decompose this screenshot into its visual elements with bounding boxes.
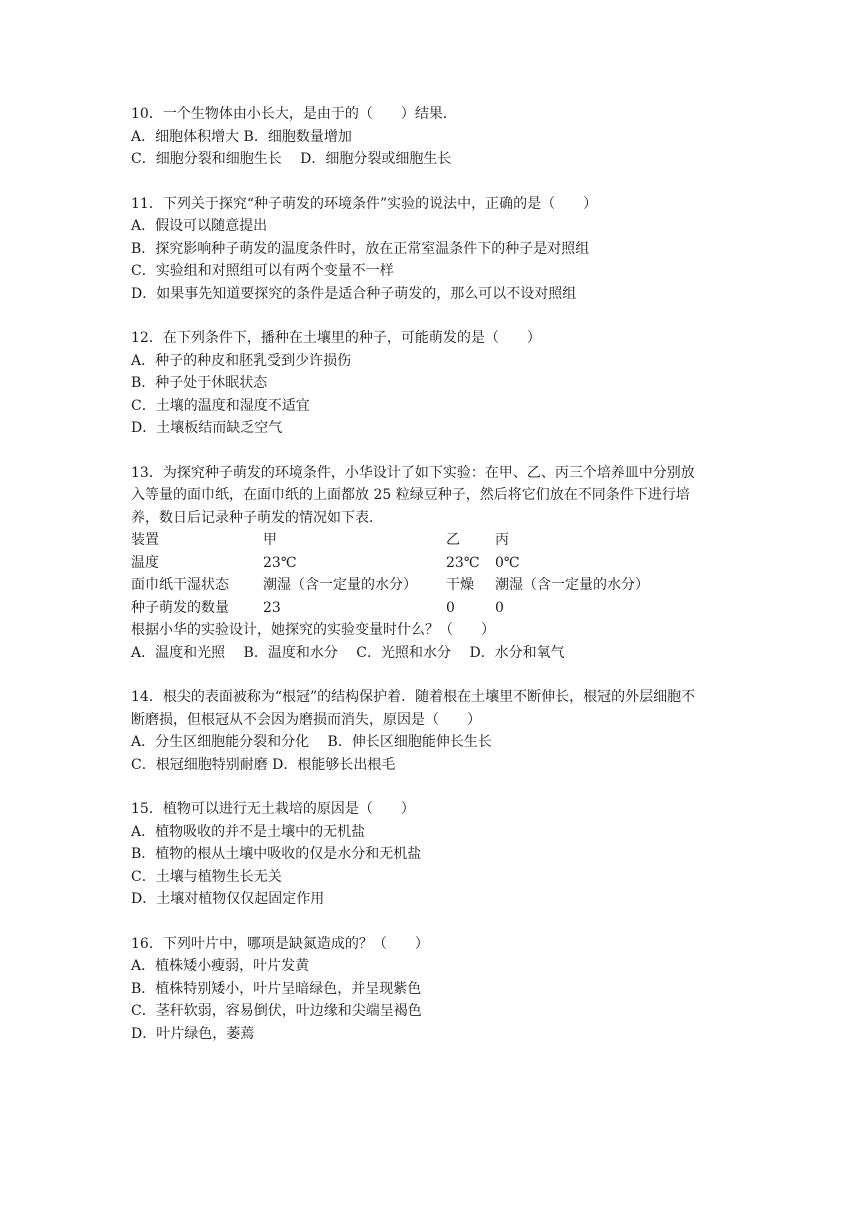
option-line: C．茎秆软弱，容易倒伏，叶边缘和尖端呈褐色 [131, 1003, 422, 1019]
question-16 [131, 933, 741, 1046]
question-stem: 11．下列关于探究“种子萌发的环境条件”实验的说法中，正确的是（ ） [131, 195, 598, 212]
table-cell: 23℃ [263, 554, 297, 571]
table-row [131, 529, 741, 552]
option-line: D．叶片绿色，萎蔫 [131, 1025, 255, 1042]
option-line: C．细胞分裂和细胞生长 D．细胞分裂或细胞生长 [131, 151, 452, 167]
table-row [131, 597, 741, 620]
option-line: D．土壤对植物仅仅起固定作用 [131, 891, 325, 907]
question-stem: 13．为探究种子萌发的环境条件，小华设计了如下实验：在甲、乙、丙三个培养皿中分别放 [131, 464, 695, 481]
question-stem: 14．根尖的表面被称为“根冠”的结构保护着．随着根在土壤里不断伸长，根冠的外层细胞不 [131, 689, 696, 705]
question-stem: 12．在下列条件下，播种在土壤里的种子，可能萌发的是（ ） [131, 330, 541, 346]
option-line: B．探究影响种子萌发的温度条件时，放在正常室温条件下的种子是对照组 [131, 240, 590, 257]
table-cell: 潮湿（含一定量的水分） [263, 577, 417, 593]
option-line: A．分生区细胞能分裂和分化 B．伸长区细胞能伸长生长 [131, 734, 492, 750]
question-10 [131, 103, 741, 171]
option-line: A．温度和光照 B．温度和水分 C．光照和水分 D．水分和氧气 [131, 644, 565, 661]
question-stem: 16．下列叶片中，哪项是缺氮造成的？（ ） [131, 935, 429, 952]
question-prompt: 根据小华的实验设计，她探究的实验变量时什么？（ ） [131, 622, 495, 638]
question-14 [131, 686, 741, 776]
table-cell: 23℃ [446, 554, 480, 571]
table-row [131, 574, 741, 597]
option-line: A．植物吸收的并不是土壤中的无机盐 [131, 823, 366, 840]
option-line: C．土壤的温度和湿度不适宜 [131, 397, 310, 414]
table-cell: 23 [263, 599, 281, 616]
experiment-table [131, 529, 741, 619]
table-cell: 种子萌发的数量 [131, 599, 229, 616]
table-cell: 装置 [131, 532, 159, 548]
table-cell: 温度 [131, 554, 159, 571]
option-line: A．植株矮小瘦弱，叶片发黄 [131, 958, 310, 974]
option-line: A．假设可以随意提出 [131, 218, 268, 234]
option-line: C．实验组和对照组可以有两个变量不一样 [131, 263, 394, 279]
option-line: A．种子的种皮和胚乳受到少许损伤 [131, 352, 352, 369]
option-line: B．植物的根从土壤中吸收的仅是水分和无机盐 [131, 846, 422, 862]
option-line: D．土壤板结而缺乏空气 [131, 420, 283, 436]
question-stem: 养，数日后记录种子萌发的情况如下表． [131, 509, 383, 526]
table-cell: 0 [446, 599, 455, 616]
option-line: B．植株特别矮小，叶片呈暗绿色，并呈现紫色 [131, 980, 422, 997]
question-stem: 15．植物可以进行无土栽培的原因是（ ） [131, 801, 415, 817]
question-stem: 入等量的面巾纸，在面巾纸的上面都放 25 粒绿豆种子，然后将它们放在不同条件下进行培 [131, 487, 690, 503]
question-11 [131, 193, 741, 306]
table-row [131, 552, 741, 575]
option-line: C．土壤与植物生长无关 [131, 868, 282, 885]
question-13 [131, 462, 741, 665]
table-cell: 甲 [263, 532, 277, 548]
table-cell: 乙 [446, 532, 460, 548]
exam-page [131, 103, 741, 1067]
table-cell: 潮湿（含一定量的水分） [495, 577, 649, 593]
table-cell: 0 [495, 599, 504, 616]
table-cell: 0℃ [495, 554, 520, 571]
table-cell: 面巾纸干湿状态 [131, 577, 229, 593]
table-cell: 丙 [495, 532, 509, 548]
question-15 [131, 798, 741, 911]
option-line: D．如果事先知道要探究的条件是适合种子萌发的，那么可以不设对照组 [131, 285, 577, 302]
question-stem: 10．一个生物体由小长大，是由于的（ ）结果． [131, 106, 457, 122]
question-12 [131, 327, 741, 440]
option-line: B．种子处于休眠状态 [131, 375, 268, 391]
option-line: A．细胞体积增大 B．细胞数量增加 [131, 128, 352, 145]
option-line: C．根冠细胞特别耐磨 D．根能够长出根毛 [131, 756, 396, 773]
table-cell: 干燥 [446, 577, 474, 593]
question-stem: 断磨损，但根冠从不会因为磨损而消失，原因是（ ） [131, 711, 481, 728]
